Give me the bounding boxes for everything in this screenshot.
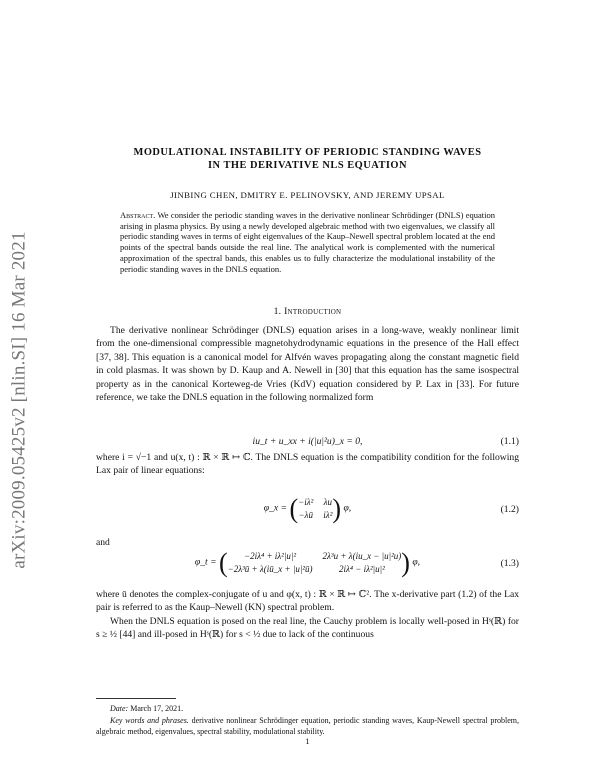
- matrix-1-2-entry-21: −λū: [298, 510, 313, 520]
- matrix-1-3-entry-22: 2iλ⁴ − iλ²|u|²: [338, 564, 385, 574]
- matrix-1-3-entry-12: 2λ³u + λ(iu_x − |u|²u): [322, 551, 402, 561]
- matrix-1-3-entry-11: −2iλ⁴ + iλ²|u|²: [244, 551, 297, 561]
- matrix-1-3-entry-21: −2λ³ū + λ(iū_x + |u|²ū): [227, 564, 313, 574]
- equation-1-2-number: (1.2): [500, 504, 519, 515]
- paragraph-and: and: [96, 537, 110, 548]
- section-title: Introduction: [284, 306, 342, 317]
- matrix-1-2-entry-22: iλ²: [323, 510, 333, 520]
- title-line-2: IN THE DERIVATIVE NLS EQUATION: [208, 160, 407, 171]
- footnote-date: [96, 704, 519, 715]
- paragraph-cauchy: When the DNLS equation is posed on the real line, the Cauchy problem is locally well-posed in Hˢ(ℝ) for s ≥ ½ [44] and ill-posed in Hˢ(ℝ) for s < ½ due to lack of the continuous: [96, 616, 519, 641]
- equation-1-2: [96, 494, 519, 528]
- paper-title: [96, 146, 519, 172]
- equation-1-3-rhs: φ,: [412, 556, 421, 568]
- abstract-text: We consider the periodic standing waves in the derivative nonlinear Schrödinger (DNLS) equation arising in plasma physics. By using a newly developed algebraic method with two eigenvalues, we classify all periodic standing waves in terms of eight eigenvalues of the Kaup–Newell spectral problem located at the end points of the spectral bands outside the real line. The analytical work is complemented with the numerical approximation of the spectral bands, this enables us to fully characterize the modulational instability of the periodic standing waves in the DNLS equation.: [120, 210, 495, 274]
- page-number: 1: [305, 736, 310, 746]
- paragraph-lax-pair: where i = √−1 and u(x, t) : ℝ × ℝ ↦ ℂ. The DNLS equation is the compatibility condition for the following Lax pair of linear equations:: [96, 452, 519, 477]
- equation-1-3-matrix: ( −2iλ⁴ + iλ²|u|² 2λ³u + λ(iu_x − |u|²u) −2λ³ū + λ(iū_x + |u|²ū) 2iλ⁴ − iλ²|u|² ): [218, 546, 410, 578]
- section-heading: [96, 306, 519, 317]
- keywords-value: derivative nonlinear Schrödinger equation, periodic standing waves, Kaup-Newell spectral problem, algebraic method, eigenvalues, spectral stability, modulational stability.: [96, 716, 520, 736]
- arxiv-id: arXiv:2009.05425v2 [nlin.SI] 16 Mar 2021: [9, 231, 30, 569]
- title-line-1: MODULATIONAL INSTABILITY OF PERIODIC STANDING WAVES: [133, 147, 482, 158]
- date-value: March 17, 2021.: [130, 704, 184, 713]
- date-label: Date:: [110, 704, 129, 713]
- author-list: JINBING CHEN, DMITRY E. PELINOVSKY, AND JEREMY UPSAL: [170, 190, 445, 200]
- abstract: [120, 210, 495, 274]
- matrix-1-2-entry-11: −iλ²: [298, 497, 314, 507]
- equation-1-3-number: (1.3): [500, 558, 519, 569]
- equation-1-3-lhs: φ_t =: [194, 556, 217, 568]
- paragraph-conjugate: where ū denotes the complex-conjugate of u and φ(x, t) : ℝ × ℝ ↦ ℂ². The x-derivative part (1.2) of the Lax pair is referred to as the Kaup–Newell (KN) spectral problem.: [96, 589, 519, 614]
- footnote-rule: [96, 698, 176, 699]
- abstract-heading: Abstract.: [120, 210, 156, 220]
- footnote-keywords: [96, 716, 519, 737]
- equation-1-2-matrix: ( −iλ² λu −λū iλ² ): [289, 492, 342, 524]
- equation-1-2-rhs: φ,: [343, 502, 352, 514]
- keywords-label: Key words and phrases.: [110, 716, 189, 725]
- paragraph-intro: The derivative nonlinear Schrödinger (DNLS) equation arises in a long-wave, weakly nonlinear limit from the one-dimensional compressible magnetohydrodynamic equations in the presence of the Hall effect [37, 38]. This equation is a canonical model for Alfvén waves propagating along the constant magnetic field in cold plasmas. It was shown by D. Kaup and A. Newell in [30] that this equation has the same isospectral property as in the canonical Korteweg-de Vries (KdV) equation considered by P. Lax in [33]. For future reference, we take the DNLS equation in the following normalized form: [96, 325, 519, 404]
- equation-1-1-text: iu_t + u_xx + i(|u|²u)_x = 0,: [252, 436, 363, 447]
- arxiv-sidebar-stamp: [4, 210, 36, 590]
- equation-1-1: [96, 436, 519, 450]
- matrix-1-2-entry-12: λu: [323, 497, 333, 507]
- section-number: 1.: [273, 306, 282, 317]
- equation-1-3: [96, 548, 519, 582]
- equation-1-2-lhs: φ_x =: [263, 502, 288, 514]
- equation-1-1-number: (1.1): [500, 436, 519, 447]
